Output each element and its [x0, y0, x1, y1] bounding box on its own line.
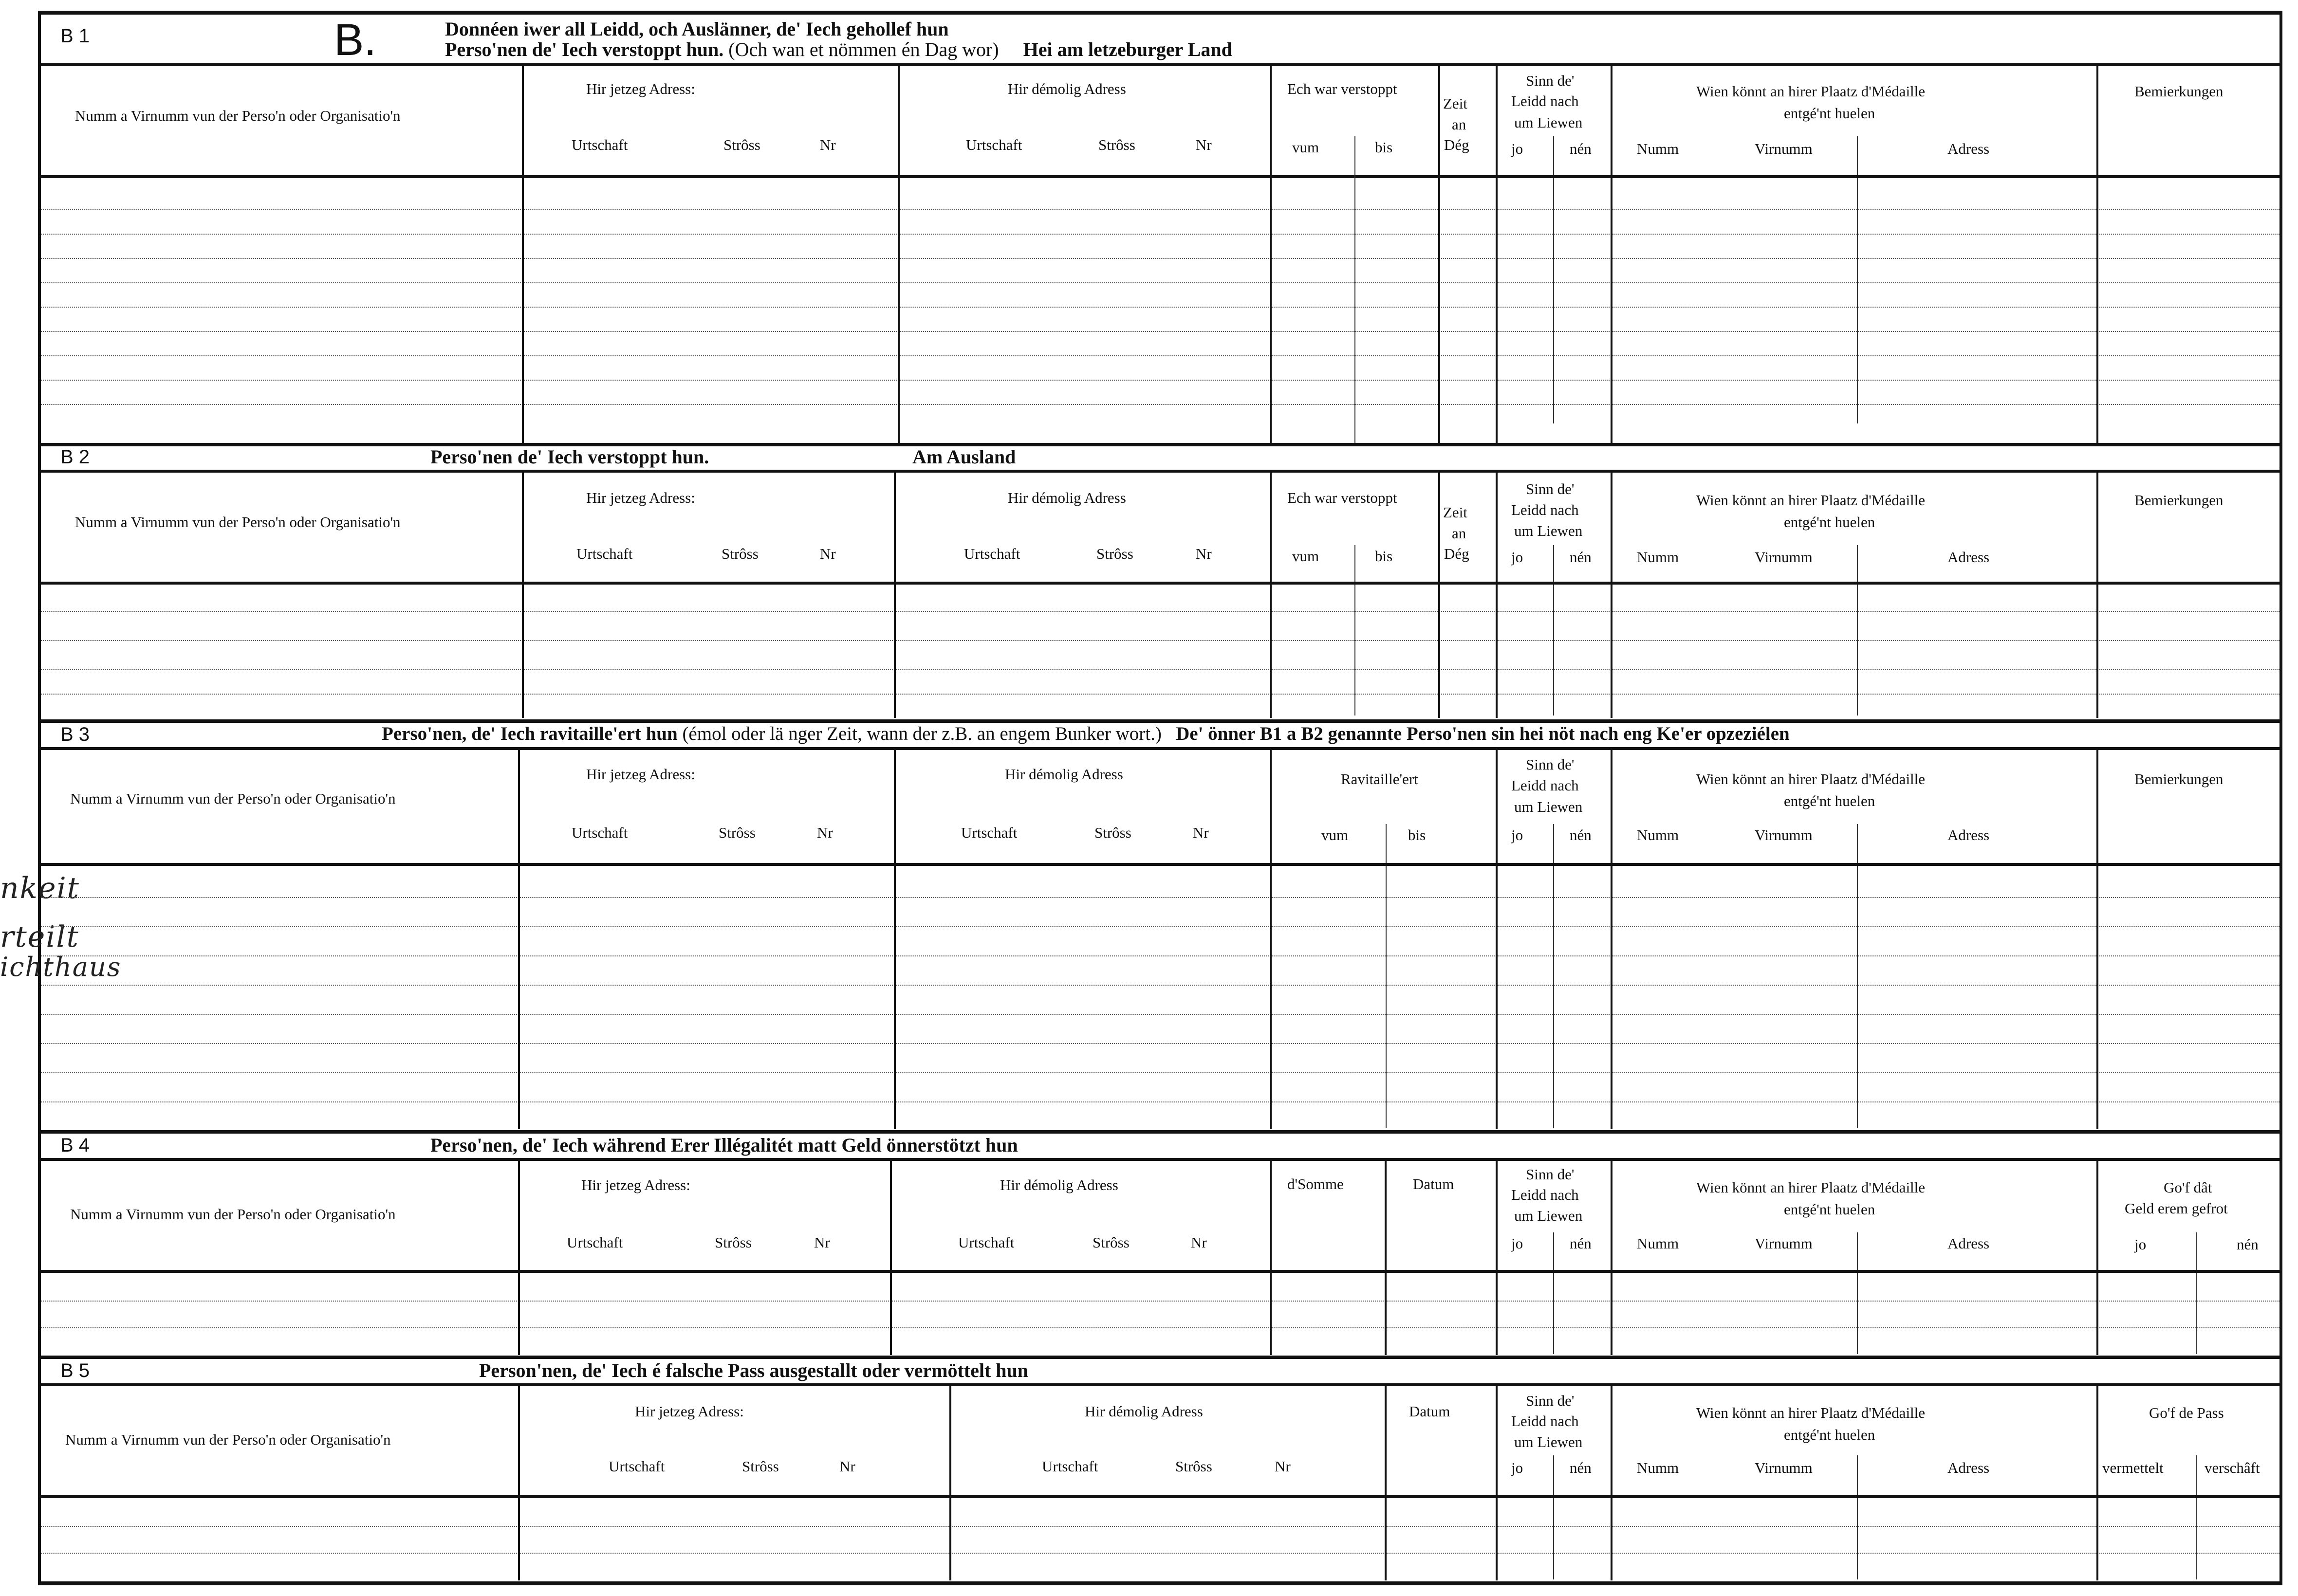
- section-title: Perso'nen, de' Iech während Erer Illégalitét matt Geld önnerstötzt hun: [430, 1134, 1018, 1156]
- big-letter: B.: [334, 15, 376, 65]
- section-code: B 5: [60, 1360, 90, 1381]
- header-former-address: Hir démolig Adress: [1008, 80, 1126, 97]
- margin-note: ichthaus: [0, 952, 122, 982]
- section-code: B 4: [60, 1135, 90, 1156]
- section-title: Perso'nen de' Iech verstoppt hun.: [430, 446, 709, 468]
- header-remarks: Bemierkungen: [2134, 83, 2224, 100]
- header-name: Numm a Virnumm vun der Perso'n oder Organisatio'n: [70, 1206, 396, 1223]
- section-b4: B 4 Perso'nen, de' Iech während Erer Illégalitét matt Geld önnerstötzt hun Numm a Virnumm vun der Perso'n oder Organisatio'n Hir jetzeg Adress: Urtschaft Strôss Nr Hir démolig Adress Urtschaft Strôss Nr d'Somme Datum Sinn de' Leidd nach um Liewen jo nén Wien könnt an hirer Plaatz d'Médaille entgé'nt huelen Numm Virnumm Adress Go'f dât Geld erem gefrot jo nén: [41, 1133, 2279, 1357]
- header-supplied: Ravitaille'ert: [1341, 770, 1418, 788]
- header-name: Numm a Virnumm vun der Perso'n oder Organisatio'n: [70, 790, 396, 807]
- header-name: Numm a Virnumm vun der Perso'n oder Organisatio'n: [65, 1431, 391, 1448]
- header-date: Datum: [1413, 1175, 1454, 1192]
- section-title: Person'nen, de' Iech é falsche Pass ausgestallt oder vermöttelt hun: [479, 1359, 1029, 1381]
- section-b1: B 1 B. Donnéen iwer all Leidd, och Auslänner, de' Iech gehollef hun Perso'nen de' Iech verstoppt hun. (Och wan et nömmen én Dag wor) Hei am letzeburger Land Numm a Virnumm vun der Perso'n oder Organisatio'n Hir jetzeg Adress: Urtschaft Strôss Nr Hir démolig Adress Urtschaft Strôss Nr Ech war verstoppt vum bis Zeit an Dég Sinn de' Leidd nach um Liewen jo nén Wien könnt an hirer Plaatz d'Médaille entgé'nt huelen Numm Virnumm Adress Bemierkungen: [41, 15, 2279, 443]
- section-code: B 1: [60, 25, 90, 47]
- header-name: Numm a Virnumm vun der Perso'n oder Organisatio'n: [75, 514, 401, 531]
- header-amount: d'Somme: [1287, 1175, 1344, 1192]
- section-b2: B 2 Perso'nen de' Iech verstoppt hun. Am Ausland Numm a Virnumm vun der Perso'n oder Organisatio'n Hir jetzeg Adress: Urtschaft Strôss Nr Hir démolig Adress Urtschaft Strôss Nr Ech war verstoppt vum bis Zeit an Dég Sinn de' Leidd nach um Liewen jo nén Wien könnt an hirer Plaatz d'Médaille entgé'nt huelen Numm Virnumm Adress Bemierkungen: [41, 445, 2279, 718]
- margin-note: nkeit: [0, 871, 80, 905]
- section-code: B 3: [60, 724, 90, 745]
- section-subtitle: Perso'nen de' Iech verstoppt hun. (Och wan et nömmen én Dag wor) Hei am letzeburger Land: [445, 38, 1232, 60]
- header-hidden: Ech war verstoppt: [1287, 80, 1397, 97]
- section-title: Perso'nen, de' Iech ravitaille'ert hun (émol oder lä nger Zeit, wann der z.B. an engem Bunker wort.) De' önner B1 a B2 genannte Perso'nen sin hei nöt nach eng Ke'er opzeziélen: [382, 723, 1790, 744]
- section-b5: B 5 Person'nen, de' Iech é falsche Pass ausgestallt oder vermöttelt hun Numm a Virnumm vun der Perso'n oder Organisatio'n Hir jetzeg Adress: Urtschaft Strôss Nr Hir démolig Adress Urtschaft Strôss Nr Datum Sinn de' Leidd nach um Liewen jo nén Wien könnt an hirer Plaatz d'Médaille entgé'nt huelen Numm Virnumm Adress Go'f de Pass vermettelt verschâft: [41, 1358, 2279, 1582]
- section-title: Donnéen iwer all Leidd, och Auslänner, de' Iech gehollef hun: [445, 18, 949, 40]
- section-title-location: Am Ausland: [912, 446, 1016, 468]
- header-current-address: Hir jetzeg Adress:: [586, 80, 695, 97]
- header-name: Numm a Virnumm vun der Perso'n oder Organisatio'n: [75, 107, 401, 124]
- header-pass: Go'f de Pass: [2149, 1404, 2224, 1421]
- header-refund: Go'f dât: [2164, 1179, 2212, 1196]
- section-b3: B 3 Perso'nen, de' Iech ravitaille'ert hun (émol oder lä nger Zeit, wann der z.B. an engem Bunker wort.) De' önner B1 a B2 genannte Perso'nen sin hei nöt nach eng Ke'er opzeziélen Numm a Virnumm vun der Perso'n oder Organisatio'n Hir jetzeg Adress: Urtschaft Strôss Nr Hir démolig Adress Urtschaft Strôss Nr Ravitaille'ert vum bis Sinn de' Leidd nach um Liewen jo nén Wien könnt an hirer Plaatz d'Médaille entgé'nt huelen Numm Virnumm Adress Bemierkungen: [41, 722, 2279, 1131]
- margin-note: rteilt: [0, 920, 79, 954]
- section-code: B 2: [60, 446, 90, 468]
- header-date: Datum: [1409, 1403, 1450, 1420]
